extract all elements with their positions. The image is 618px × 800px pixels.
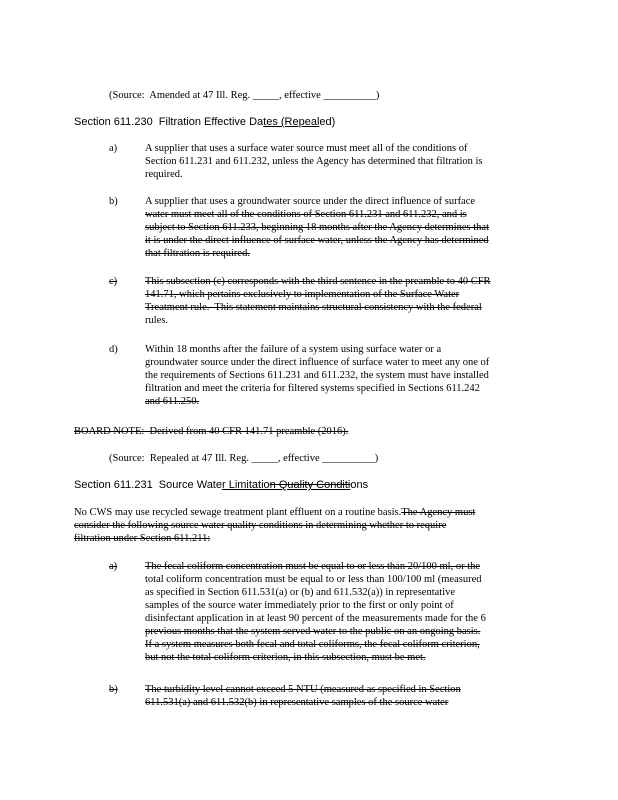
deleted-text: The fecal coliform concentration must be equal to or less than 20/100 ml, or the: [145, 561, 481, 572]
subsection-label: b): [109, 196, 118, 207]
paragraph-line: the requirements of Sections 611.231 and 611.232, the system must have installed: [145, 370, 489, 381]
source-amended-note: (Source: Amended at 47 Ill. Reg. _____, effective __________): [109, 90, 380, 101]
deleted-text: it is under the direct influence of surface water, unless the Agency has determined: [145, 235, 489, 246]
deleted-text: and 611.250.: [145, 396, 200, 407]
deleted-text: If a system measures both fecal and total coliforms, the fecal coliform criterion,: [145, 639, 480, 650]
intro-line: [74, 506, 475, 519]
paragraph-line: total coliform concentration must be equal to or less than 100/100 ml (measured: [145, 574, 482, 585]
deleted-text: a): [109, 561, 118, 572]
intro-text: No CWS may use recycled sewage treatment plant effluent on a routine basis.: [74, 507, 402, 518]
paragraph-line: Section 611.231 and 611.232, unless the Agency has determined that filtration is: [145, 156, 483, 167]
subsection-label: a): [109, 143, 118, 154]
section-231-heading-deleted: n Quality Conditi: [269, 479, 351, 491]
paragraph-line: rules.: [145, 315, 169, 326]
section-230-heading-end: ed): [319, 116, 336, 128]
deleted-line: [145, 234, 489, 247]
section-231-heading: [74, 479, 368, 492]
deleted-text: consider the following source water quality conditions in determining whether to require: [74, 520, 447, 531]
deleted-line: [145, 395, 199, 408]
deleted-text: b): [109, 684, 118, 695]
section-231-heading-end: ons: [350, 479, 369, 491]
deleted-line: [145, 288, 459, 301]
section-231-heading-text: Section 611.231 Source Wate: [74, 479, 222, 491]
paragraph-line: samples of the source water immediately prior to the first or only point of: [145, 600, 454, 611]
deleted-line: [145, 683, 461, 696]
deleted-text: c): [109, 276, 118, 287]
paragraph-line: A supplier that uses a groundwater source under the direct influence of surface: [145, 196, 476, 207]
deleted-text: water must meet all of the conditions of Section 611.231 and 611.232, and is: [145, 209, 467, 220]
deleted-line: [145, 301, 482, 314]
deleted-line: [145, 275, 491, 288]
section-231-heading-inserted: r Limitatio: [221, 479, 270, 491]
section-230-heading: [74, 116, 335, 129]
deleted-text: 611.531(a) and 611.532(b) in representative samples of the source water: [145, 697, 449, 708]
deleted-line: [145, 208, 467, 221]
paragraph-line: filtration and meet the criteria for filtered systems specified in Sections 611.242: [145, 383, 480, 394]
deleted-text: This subsection (c) corresponds with the third sentence in the preamble to 40 CFR: [145, 276, 491, 287]
deleted-text: BOARD NOTE: Derived from 40 CFR 141.71 preamble (2016).: [74, 426, 349, 437]
deleted-text: The turbidity level cannot exceed 5 NTU (measured as specified in Section: [145, 684, 461, 695]
source-repealed-note: (Source: Repealed at 47 Ill. Reg. _____, effective __________): [109, 453, 379, 464]
paragraph-line: disinfectant application in at least 90 percent of the measurements made for the 6: [145, 613, 486, 624]
paragraph-line: as specified in Section 611.531(a) or (b) and 611.532(a)) in representative: [145, 587, 456, 598]
deleted-text: The Agency must: [401, 507, 476, 518]
paragraph-line: Within 18 months after the failure of a system using surface water or a: [145, 344, 442, 355]
paragraph-line: required.: [145, 169, 183, 180]
deleted-text: Treatment rule. This statement maintains structural consistency with the federal: [145, 302, 482, 313]
deleted-text: subject to Section 611.233, beginning 18 months after the Agency determines that: [145, 222, 489, 233]
section-230-heading-inserted: tes (Repeal: [263, 116, 320, 128]
deleted-line: [145, 625, 480, 638]
paragraph-line: groundwater source under the direct influence of surface water to meet any one of: [145, 357, 490, 368]
deleted-line: [145, 247, 250, 260]
deleted-text: filtration under Section 611.211:: [74, 533, 211, 544]
subsection-label-deleted: [109, 560, 117, 573]
deleted-line: [74, 519, 446, 532]
paragraph-line: A supplier that uses a surface water source must meet all of the conditions of: [145, 143, 468, 154]
subsection-label: d): [109, 344, 118, 355]
deleted-text: previous months that the system served water to the public on an ongoing basis.: [145, 626, 481, 637]
deleted-text: but not the total coliform criterion, in this subsection, must be met.: [145, 652, 426, 663]
deleted-text: that filtration is required.: [145, 248, 250, 259]
deleted-line: [145, 221, 489, 234]
board-note: [74, 425, 348, 438]
deleted-line: [145, 696, 448, 709]
subsection-label-deleted: [109, 275, 117, 288]
deleted-line: [145, 651, 426, 664]
deleted-line: [145, 560, 480, 573]
deleted-line: [145, 638, 480, 651]
section-230-heading-text: Section 611.230 Filtration Effective Da: [74, 116, 264, 128]
deleted-text: 141.71, which pertains exclusively to implementation of the Surface Water: [145, 289, 460, 300]
deleted-line: [74, 532, 210, 545]
subsection-label-deleted: [109, 683, 118, 696]
